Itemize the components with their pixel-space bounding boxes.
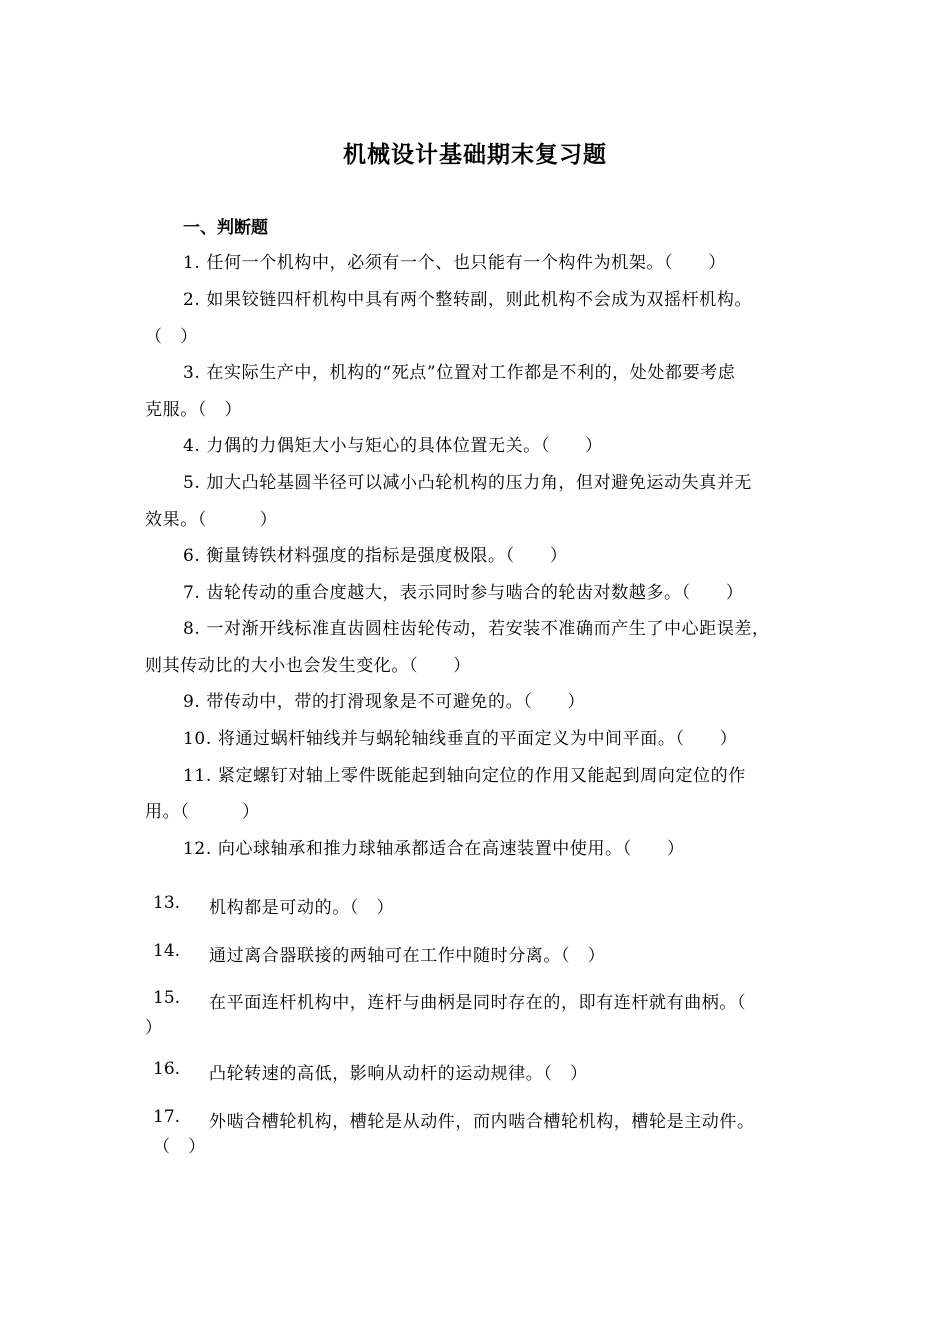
page-title: 机械设计基础期末复习题	[343, 141, 607, 168]
question-number: 3.	[183, 363, 201, 383]
question-number: 16.	[153, 1059, 181, 1079]
question-text: 在平面连杆机构中，连杆与曲柄是同时存在的，即有连杆就有曲柄。（	[209, 993, 747, 1013]
section-heading: 一、判断题	[183, 218, 268, 238]
question-text: 凸轮转速的高低，影响从动杆的运动规律。（ ）	[209, 1064, 588, 1084]
question-text: 如果铰链四杆机构中具有两个整转副，则此机构不会成为双摇杆机构。	[206, 290, 753, 310]
question-text-continued: 用。（ ）	[145, 802, 260, 822]
question-number: 6.	[183, 546, 201, 566]
question-text: 外啮合槽轮机构，槽轮是从动件，而内啮合槽轮机构，槽轮是主动件。	[209, 1112, 755, 1132]
question-number: 9.	[183, 692, 201, 712]
question-text: 通过离合器联接的两轴可在工作中随时分离。（ ）	[209, 946, 606, 966]
question-text: 紧定螺钉对轴上零件既能起到轴向定位的作用又能起到周向定位的作	[217, 766, 746, 786]
question-text: 带传动中，带的打滑现象是不可避免的。（ ）	[206, 692, 586, 712]
question-text-continued: （ ）	[153, 1137, 206, 1157]
question-text: 力偶的力偶矩大小与矩心的具体位置无关。（ ）	[206, 436, 603, 456]
question-text-continued: （ ）	[145, 327, 198, 347]
question-text: 衡量铸铁材料强度的指标是强度极限。（ ）	[206, 546, 568, 566]
question-text: 将通过蜗杆轴线并与蜗轮轴线垂直的平面定义为中间平面。（ ）	[217, 729, 738, 749]
question-text: 加大凸轮基圆半径可以减小凸轮机构的压力角，但对避免运动失真并无	[206, 473, 753, 493]
question-number: 1.	[183, 253, 201, 273]
question-number: 11.	[183, 766, 212, 786]
question-number: 5.	[183, 473, 201, 493]
question-number: 2.	[183, 290, 201, 310]
question-text-continued: 则其传动比的大小也会发生变化。（ ）	[145, 656, 471, 676]
question-text-continued: ）	[145, 1018, 163, 1038]
question-number: 13.	[153, 893, 181, 913]
question-number: 8.	[183, 619, 201, 639]
question-text-continued: 效果。（ ）	[145, 510, 278, 530]
question-number: 12.	[183, 839, 212, 859]
question-number: 7.	[183, 583, 201, 603]
question-text: 机构都是可动的。（ ）	[209, 898, 395, 918]
question-number: 10.	[183, 729, 212, 749]
question-text: 任何一个机构中，必须有一个、也只能有一个构件为机架。（ ）	[206, 253, 726, 273]
question-text: 向心球轴承和推力球轴承都适合在高速装置中使用。（ ）	[217, 839, 685, 859]
question-number: 4.	[183, 436, 201, 456]
question-text: 在实际生产中，机构的“死点”位置对工作都是不利的，处处都要考虑	[206, 363, 736, 383]
question-text: 齿轮传动的重合度越大，表示同时参与啮合的轮齿对数越多。（ ）	[206, 583, 744, 603]
question-text: 一对渐开线标准直齿圆柱齿轮传动，若安装不准确而产生了中心距误差，	[206, 619, 770, 639]
question-text-continued: 克服。（ ）	[145, 400, 243, 420]
question-number: 17.	[153, 1107, 181, 1127]
question-number: 15.	[153, 988, 181, 1008]
question-number: 14.	[153, 941, 181, 961]
